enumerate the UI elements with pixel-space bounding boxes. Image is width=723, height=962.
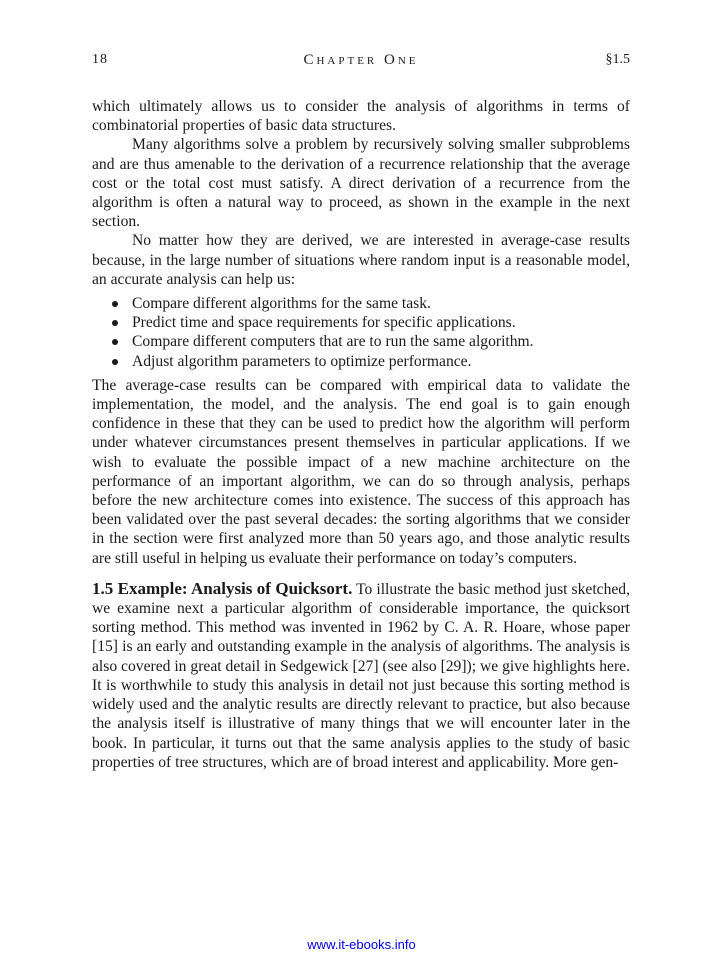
bullet-dot-icon [112,339,118,345]
footer-link[interactable]: www.it-ebooks.info [307,937,416,952]
section-body: To illustrate the basic method just sketched, we examine next a particular algorithm of considerable importance, the quicksort sorting method. This method was invented in 1962 by C. A. R. Hoare, whose paper [15] is an early and outstanding example in the analysis of algorithms. The analysis is also covered in great detail in Sedgewick [27] (see also [29]); we give highlights here. It is worthwhile to study this analysis in detail not just because this sorting method is widely used and the analytic results are directly relevant to practice, but also because the analysis itself is illustrative of many things that we will encounter later in the book. In particular, it turns out that the same analysis applies to the study of basic properties of tree structures, which are of broad interest and applicability. More gen- [92,580,630,771]
section-paragraph [92,579,630,772]
bullet-item [110,352,630,371]
section-heading: 1.5 Example: Analysis of Quicksort. [92,578,353,598]
paragraph-4: The average-case results can be compared with empirical data to validate the implementation, the model, and the analysis. The end goal is to gain enough confidence in these that they can be used to predict how the algorithm will perform under whatever circumstances present themselves in particular applications. If we wish to evaluate the possible impact of a new machine architecture on the performance of an important algorithm, we can do so through analysis, perhaps before the new architecture comes into existence. The success of this approach has been validated over the past several decades: the sorting algorithms that we consider in the section were first analyzed more than 50 years ago, and those analytic results are still useful in helping us evaluate their performance on today’s computers. [92,376,630,567]
bullet-text: Predict time and space requirements for specific applications. [132,314,516,332]
paragraph-3: No matter how they are derived, we are interested in average-case results because, in the large number of situations where random input is a reasonable model, an accurate analysis can help us: [92,232,630,288]
page-number: 18 [92,52,108,67]
bullet-item [110,294,630,313]
footer [0,937,723,952]
bullet-list [92,294,630,371]
bullet-text: Adjust algorithm parameters to optimize performance. [132,352,472,370]
paragraph-1: which ultimately allows us to consider the analysis of algorithms in terms of combinatorial properties of basic data structures. [92,98,630,135]
bullet-dot-icon [112,359,118,365]
bullet-text: Compare different algorithms for the same task. [132,295,431,313]
paragraph-2: Many algorithms solve a problem by recursively solving smaller subproblems and are thus amenable to the derivation of a recurrence relationship that the average cost or the total cost must satisfy. A direct derivation of a recurrence from the algorithm is often a natural way to proceed, as shown in the example in the next section. [92,136,630,231]
page-body [92,97,630,772]
bullet-dot-icon [112,320,118,326]
bullet-item [110,332,630,351]
chapter-title: Chapter One [303,52,419,68]
bullet-text: Compare different computers that are to run the same algorithm. [132,333,534,351]
section-marker: §1.5 [605,52,630,67]
bullet-dot-icon [112,301,118,307]
bullet-item [110,313,630,332]
running-header [92,52,630,72]
